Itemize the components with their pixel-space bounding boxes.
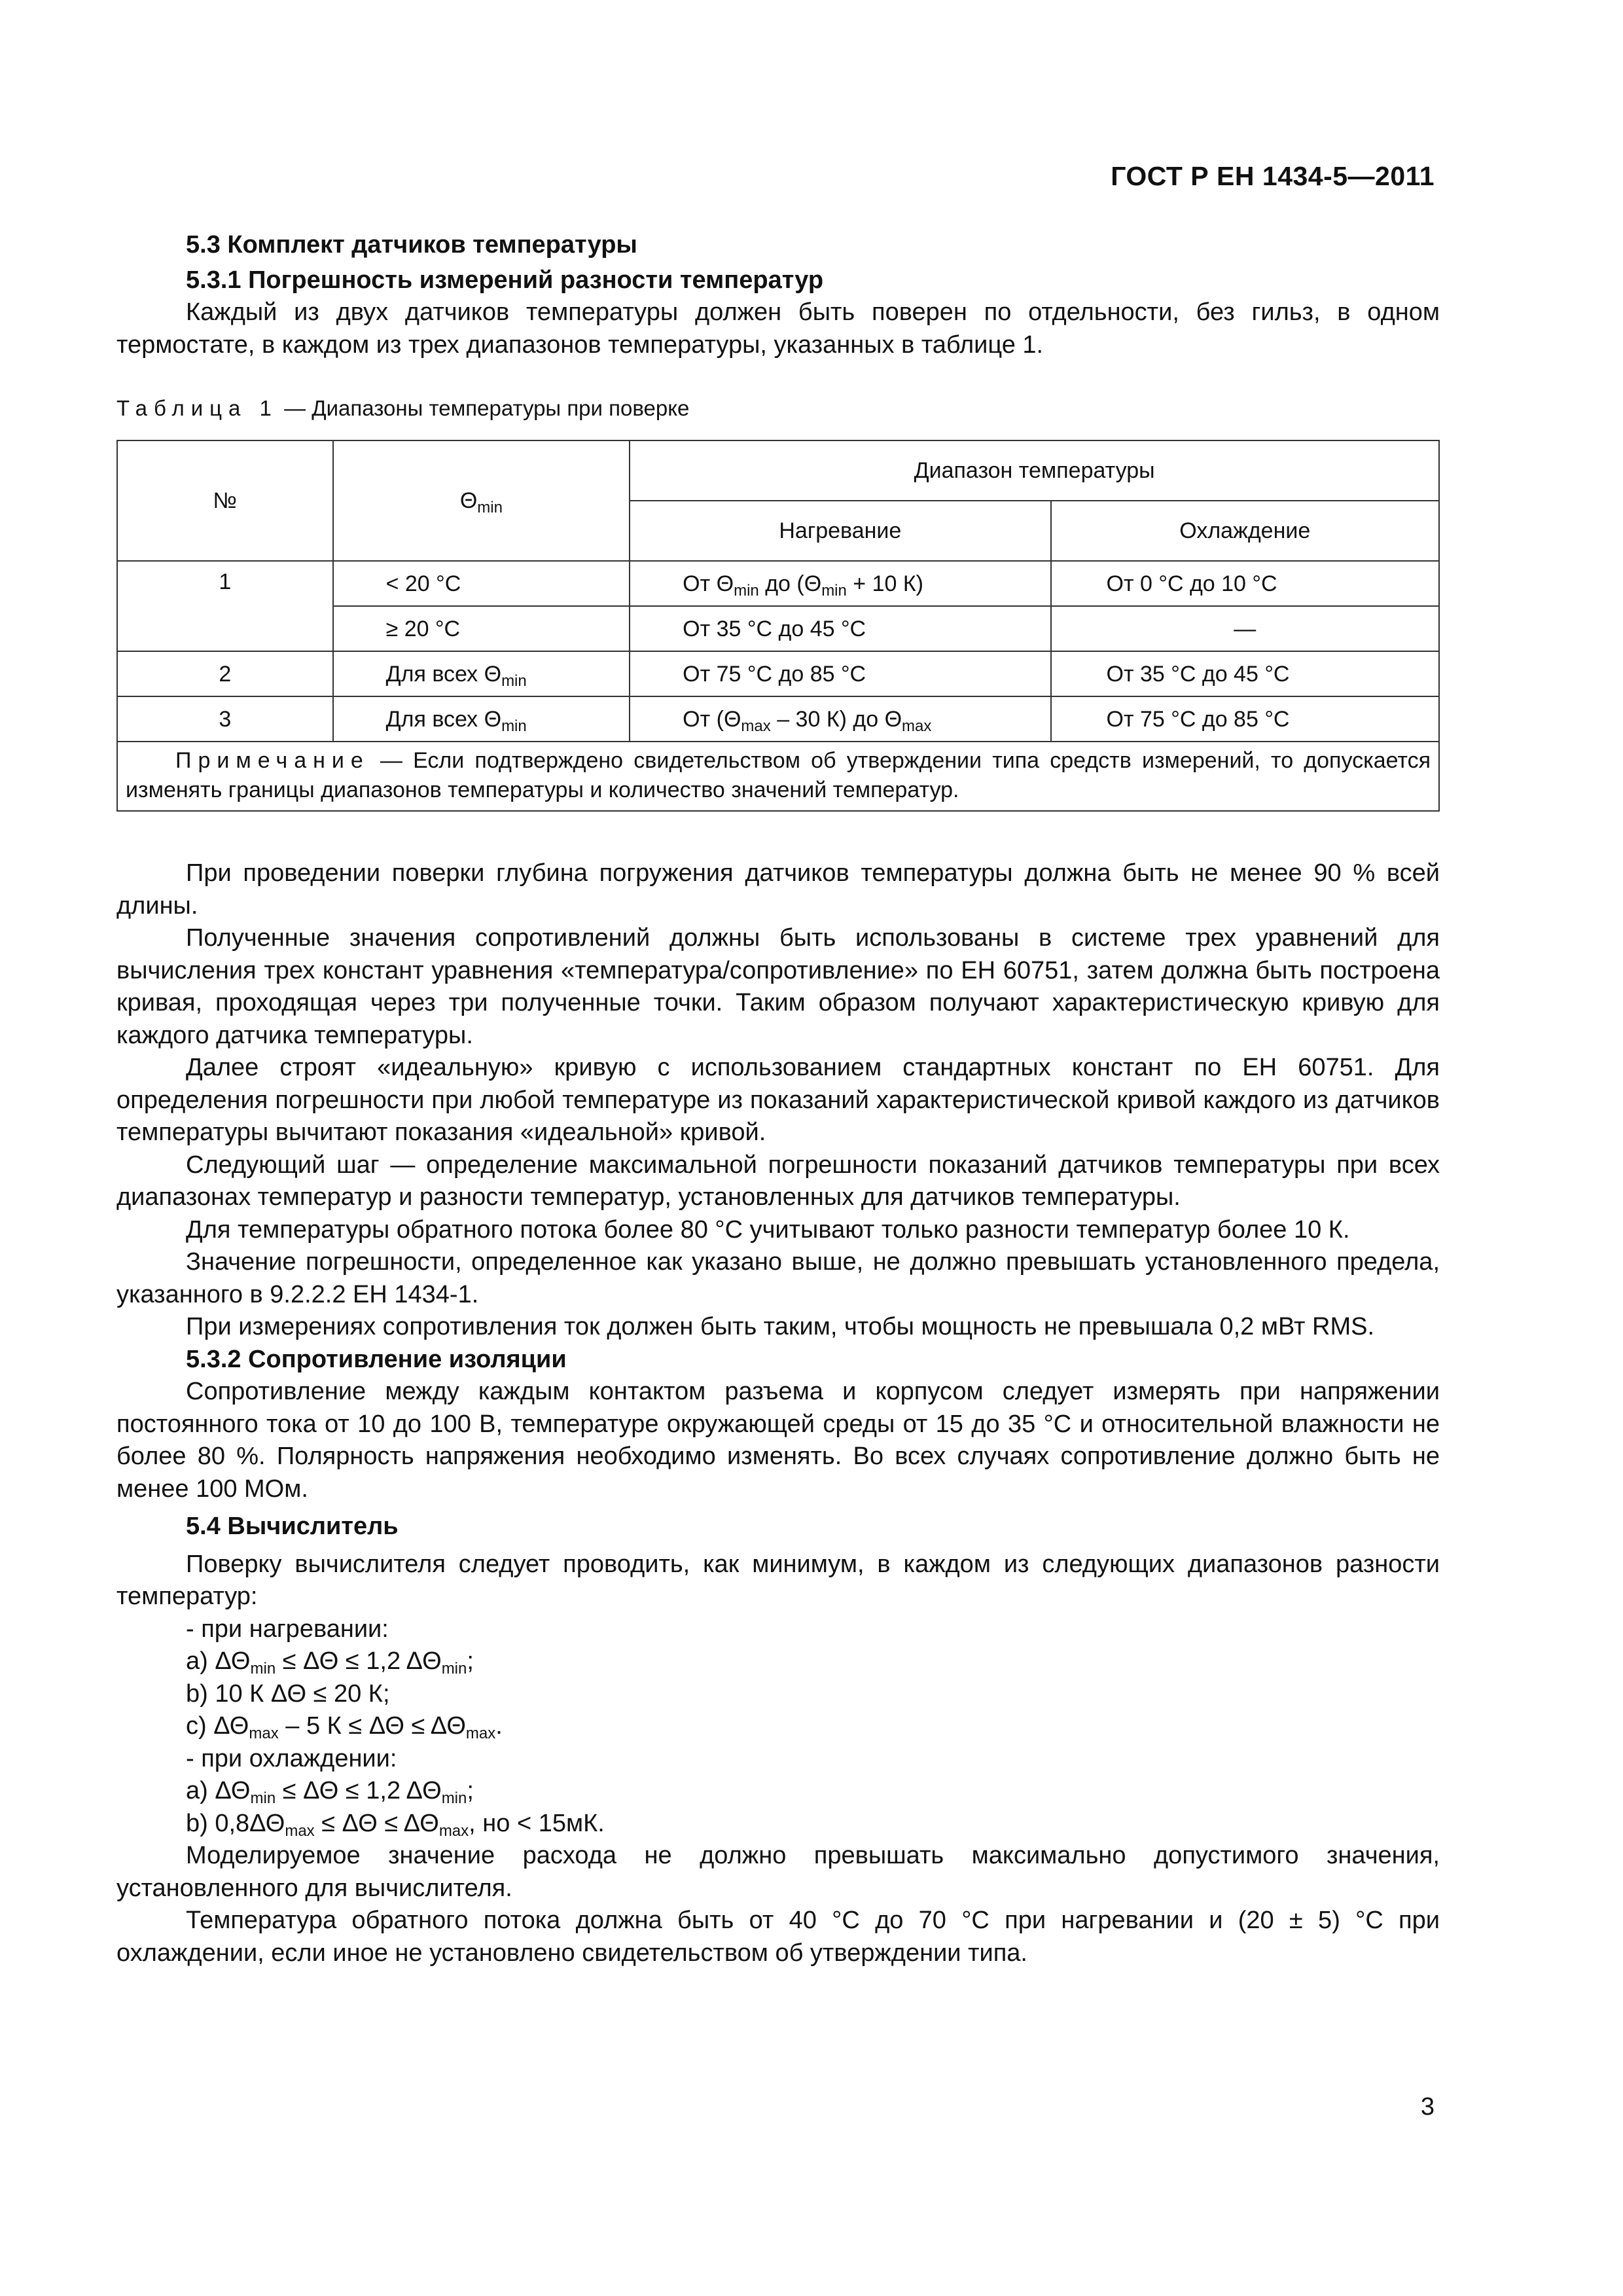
paragraph: Поверку вычислителя следует проводить, как минимум, в каждом из следующих диапазонов разности температур: (116, 1550, 1440, 1610)
cell-cooling: От 75 °C до 85 °C (1051, 696, 1439, 742)
cell-heating: От $\Theta_{min}$ до ($\Theta_{min} + 10$ К) (630, 561, 1050, 606)
paragraph: Полученные значения сопротивлений должны быть использованы в системе трех уравнений для вычисления трех констант уравнения «температура/сопротивление» по ЕН 60751, затем должна быть построена кривая, проходящая через три полученные точки. Таким образом получают характеристическую кривую для каждого датчика температуры. (116, 924, 1440, 1049)
temperature-range-table (116, 440, 1440, 812)
cell-cooling: — (1051, 606, 1439, 651)
list-item: b) $0,8\Delta\Theta_{max} \le \Delta\Theta \le \Delta\Theta_{max}$, но < 15мК. (186, 1809, 605, 1840)
table-note (117, 742, 1439, 811)
paragraph: При проведении поверки глубина погружения датчиков температуры должна быть не менее 90 % всей длины. (116, 859, 1440, 920)
cell-no: 2 (117, 651, 333, 696)
section-5-3-1-title: 5.3.1 Погрешность измерений разности температур (186, 266, 824, 294)
cell-theta: < 20 °C (333, 561, 630, 606)
standard-header: ГОСТ Р ЕН 1434-5—2011 (1111, 161, 1435, 191)
paragraph: Следующий шаг — определение максимальной погрешности показаний датчиков температуры при всех диапазонах температур и разности температур, установленных для датчиков температуры. (116, 1151, 1440, 1211)
list-item: b) 10 К ΔΘ ≤ 20 К; (186, 1679, 390, 1708)
section-5-3-title: 5.3 Комплект датчиков температуры (186, 231, 637, 259)
table-header-row (117, 440, 1439, 501)
header-theta-min: $\Theta_{min}$ (333, 440, 630, 561)
table-row (117, 696, 1439, 742)
list-item: a) $\Delta\Theta_{min} \le \Delta\Theta \le 1,2$ $\Delta\Theta_{min}$; (186, 1647, 474, 1677)
header-no: № (117, 440, 333, 561)
cell-heating: От 35 °C до 45 °C (630, 606, 1050, 651)
cell-no: 1 (117, 561, 333, 651)
paragraph: Значение погрешности, определенное как указано выше, не должно превышать установленного предела, указанного в 9.2.2.2 ЕН 1434-1. (116, 1248, 1440, 1308)
document-body (116, 229, 1440, 1969)
cell-no: 3 (117, 696, 333, 742)
cell-theta: Для всех $\Theta_{min}$ (333, 696, 630, 742)
header-heating: Нагревание (630, 501, 1050, 561)
cell-heating: От 75 °C до 85 °C (630, 651, 1050, 696)
paragraph: Сопротивление между каждым контактом разъема и корпусом следует измерять при напряжении постоянного тока от 10 до 100 В, температуре окружающей среды от 15 до 35 °C и относительной влажности не более 80 %. Полярность напряжения необходимо изменять. Во всех случаях сопротивление должно быть не менее 100 МОм. (116, 1378, 1440, 1503)
cell-theta: Для всех $\Theta_{min}$ (333, 651, 630, 696)
table-row (117, 561, 1439, 606)
section-5-3-2-title: 5.3.2 Сопротивление изоляции (186, 1345, 567, 1373)
paragraph: Для температуры обратного потока более 80 °C учитывают только разности температур более 10 К. (186, 1215, 1350, 1244)
header-cooling: Охлаждение (1051, 501, 1439, 561)
cell-cooling: От 0 °C до 10 °C (1051, 561, 1439, 606)
paragraph: Каждый из двух датчиков температуры должен быть поверен по отдельности, без гильз, в одном термостате, в каждом из трех диапазонов температуры, указанных в таблице 1. (116, 298, 1440, 359)
section-5-4-title: 5.4 Вычислитель (186, 1513, 399, 1540)
table-row (117, 651, 1439, 696)
cell-theta: ≥ 20 °C (333, 606, 630, 651)
note-label: Примечание (175, 748, 370, 773)
table-caption-text: — Диапазоны температуры при поверке (277, 396, 690, 420)
list-item: c) $\Delta\Theta_{max} - 5$ $К \le \Delta\Theta \le \Delta\Theta_{max}$. (186, 1712, 503, 1742)
paragraph: Температура обратного потока должна быть от 40 °C до 70 °C при нагревании и (20 ± 5) °C при охлаждении, если иное не установлено свидетельством об утверждении типа. (116, 1907, 1440, 1967)
page-number: 3 (1420, 2093, 1435, 2121)
note-text: — Если подтверждено свидетельством об утверждении типа средств измерений, то допускается изменять границы диапазонов температуры и количество значений температур. (126, 748, 1431, 802)
table-caption (116, 394, 1440, 423)
list-item: a) $\Delta\Theta_{min} \le \Delta\Theta \le 1,2$ $\Delta\Theta_{min}$; (186, 1777, 474, 1807)
table-caption-label: Таблица 1 (116, 396, 278, 420)
paragraph: При измерениях сопротивления ток должен быть таким, чтобы мощность не превышала 0,2 мВт RMS. (186, 1313, 1375, 1340)
paragraph: Далее строят «идеальную» кривую с использованием стандартных констант по ЕН 60751. Для определения погрешности при любой температуре из показаний характеристической кривой каждого из датчиков температуры вычитают показания «идеальной» кривой. (116, 1054, 1440, 1146)
list-heading-cooling: - при охлаждении: (186, 1744, 397, 1772)
table-note-row (117, 742, 1439, 811)
paragraph: Моделируемое значение расхода не должно превышать максимально допустимого значения, установленного для вычислителя. (116, 1842, 1440, 1902)
cell-cooling: От 35 °C до 45 °C (1051, 651, 1439, 696)
cell-heating: От ($\Theta_{max} - 30$ К) до $\Theta_{max}$ (630, 696, 1050, 742)
header-range: Диапазон температуры (630, 440, 1439, 501)
list-heading-heating: - при нагревании: (186, 1615, 389, 1643)
